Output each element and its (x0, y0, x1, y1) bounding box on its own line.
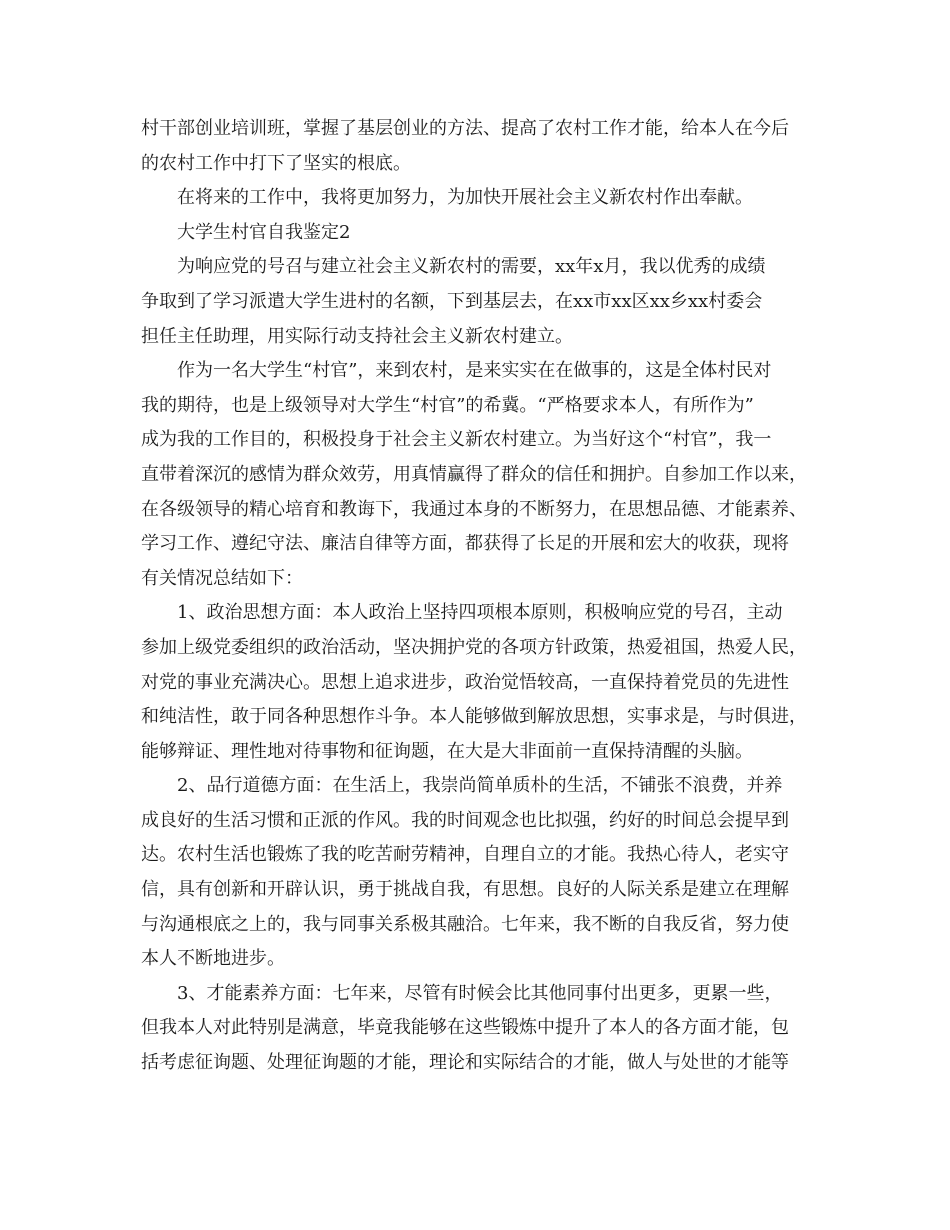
text-line: 大学生村官自我鉴定2 (177, 221, 351, 243)
text-line: 有关情况总结如下： (141, 567, 303, 589)
text-line: 与沟通根底之上的，我与同事关系极其融洽。七年来，我不断的自我反省，努力使 (141, 913, 789, 935)
text-line: 成为我的工作目的，积极投身于社会主义新农村建立。为当好这个“村官”，我一 (141, 429, 772, 451)
text-line: 争取到了学习派遣大学生进村的名额，下到基层去，在xx市xx区xx乡xx村委会 (141, 290, 763, 312)
text-line: 达。农村生活也锻炼了我的吃苦耐劳精神，自理自立的才能。我热心待人，老实守 (141, 844, 789, 866)
text-line: 在各级领导的精心培育和教诲下，我通过本身的不断努力，在思想品德、才能素养、 (141, 498, 807, 520)
text-line: 作为一名大学生“村官”，来到农村，是来实实在在做事的，这是全体村民对 (177, 360, 772, 382)
text-line: 的农村工作中打下了坚实的根底。 (141, 152, 411, 174)
text-line: 1、政治思想方面：本人政治上坚持四项根本原则，积极响应党的号召，主动 (177, 602, 783, 624)
text-line: 学习工作、遵纪守法、廉洁自律等方面，都获得了长足的开展和宏大的收获，现将 (141, 533, 789, 555)
text-line: 村干部创业培训班，掌握了基层创业的方法、提高了农村工作才能，给本人在今后 (141, 118, 789, 139)
text-line: 和纯洁性，敢于同各种思想作斗争。本人能够做到解放思想，实事求是，与时俱进， (141, 706, 807, 728)
text-line: 为响应党的号召与建立社会主义新农村的需要，xx年x月，我以优秀的成绩 (177, 256, 766, 278)
text-line: 信，具有创新和开辟认识，勇于挑战自我，有思想。良好的人际关系是建立在理解 (141, 879, 789, 901)
text-line: 能够辩证、理性地对待事物和征询题，在大是大非面前一直保持清醒的头脑。 (141, 740, 753, 762)
text-line: 括考虑征询题、处理征询题的才能，理论和实际结合的才能，做人与处世的才能等 (141, 1052, 789, 1074)
text-line: 3、才能素养方面：七年来，尽管有时候会比其他同事付出更多，更累一些， (177, 982, 783, 1004)
text-line: 参加上级党委组织的政治活动，坚决拥护党的各项方针政策，热爱祖国，热爱人民， (141, 636, 807, 658)
text-line: 我的期待，也是上级领导对大学生“村官”的希冀。“严格要求本人，有所作为” (141, 394, 754, 416)
text-line: 但我本人对此特别是满意，毕竟我能够在这些锻炼中提升了本人的各方面才能，包 (141, 1017, 789, 1039)
text-line: 担任主任助理，用实际行动支持社会主义新农村建立。 (141, 325, 573, 347)
text-line: 对党的事业充满决心。思想上追求进步，政治觉悟较高，一直保持着党员的先进性 (141, 671, 789, 693)
document-body (141, 112, 826, 1081)
text-line: 在将来的工作中，我将更加努力，为加快开展社会主义新农村作出奉献。 (177, 187, 753, 209)
text-line: 2、品行道德方面：在生活上，我崇尚简单质朴的生活，不铺张不浪费，并养 (177, 775, 783, 797)
text-line: 直带着深沉的感情为群众效劳，用真情赢得了群众的信任和拥护。自参加工作以来， (141, 463, 807, 485)
text-line: 成良好的生活习惯和正派的作风。我的时间观念也比拟强，约好的时间总会提早到 (141, 809, 789, 831)
text-line: 本人不断地进步。 (141, 948, 285, 970)
